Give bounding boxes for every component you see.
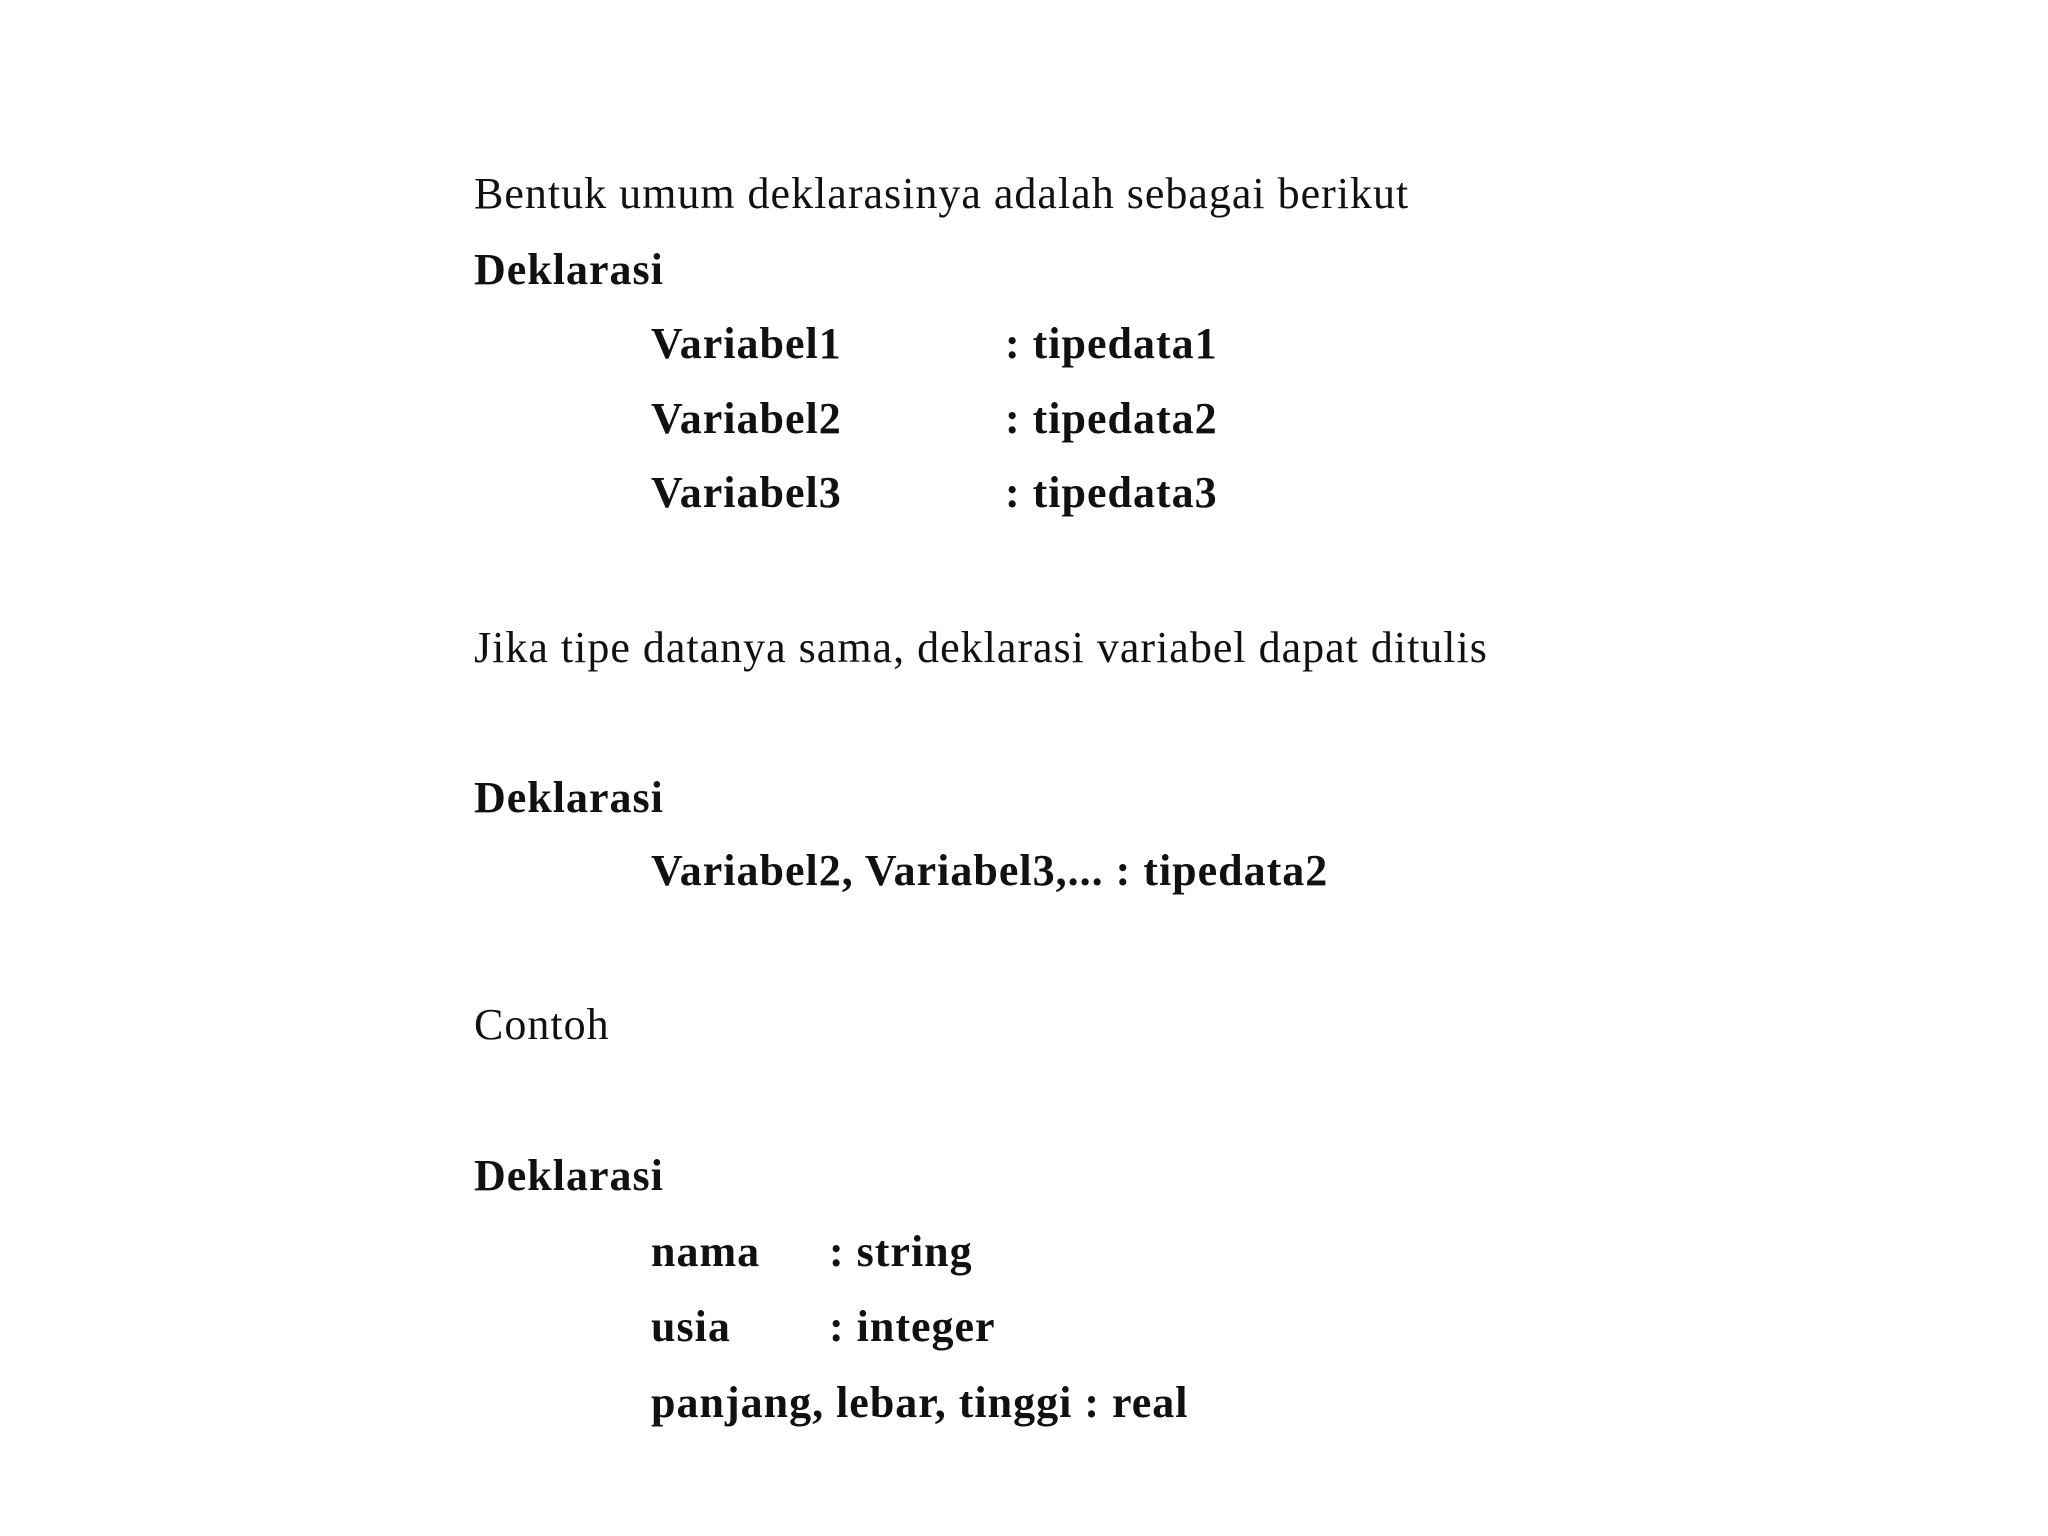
declaration-var-type: : tipedata1 <box>1005 319 1218 368</box>
example-multi-variable: panjang, lebar, tinggi : real <box>651 1378 1189 1427</box>
declaration-var-name: Variabel1 <box>651 319 842 368</box>
example-var-type: : integer <box>829 1302 996 1351</box>
intro-text: Bentuk umum deklarasinya adalah sebagai berikut <box>474 169 1410 218</box>
declaration-var-type: : tipedata3 <box>1005 468 1218 517</box>
declaration-var-name: Variabel3 <box>651 468 842 517</box>
declaration-heading-1: Deklarasi <box>474 245 664 294</box>
declaration-var-type: : tipedata2 <box>1005 394 1218 443</box>
same-type-note: Jika tipe datanya sama, deklarasi variabel dapat ditulis <box>474 623 1488 672</box>
example-var-name: nama <box>651 1227 761 1276</box>
multi-variable-declaration: Variabel2, Variabel3,... : tipedata2 <box>651 846 1329 895</box>
example-var-name: usia <box>651 1302 731 1351</box>
example-var-type: : string <box>829 1227 973 1276</box>
example-label: Contoh <box>474 1000 610 1049</box>
declaration-heading-3: Deklarasi <box>474 1151 664 1200</box>
declaration-var-name: Variabel2 <box>651 394 842 443</box>
declaration-heading-2: Deklarasi <box>474 773 664 822</box>
